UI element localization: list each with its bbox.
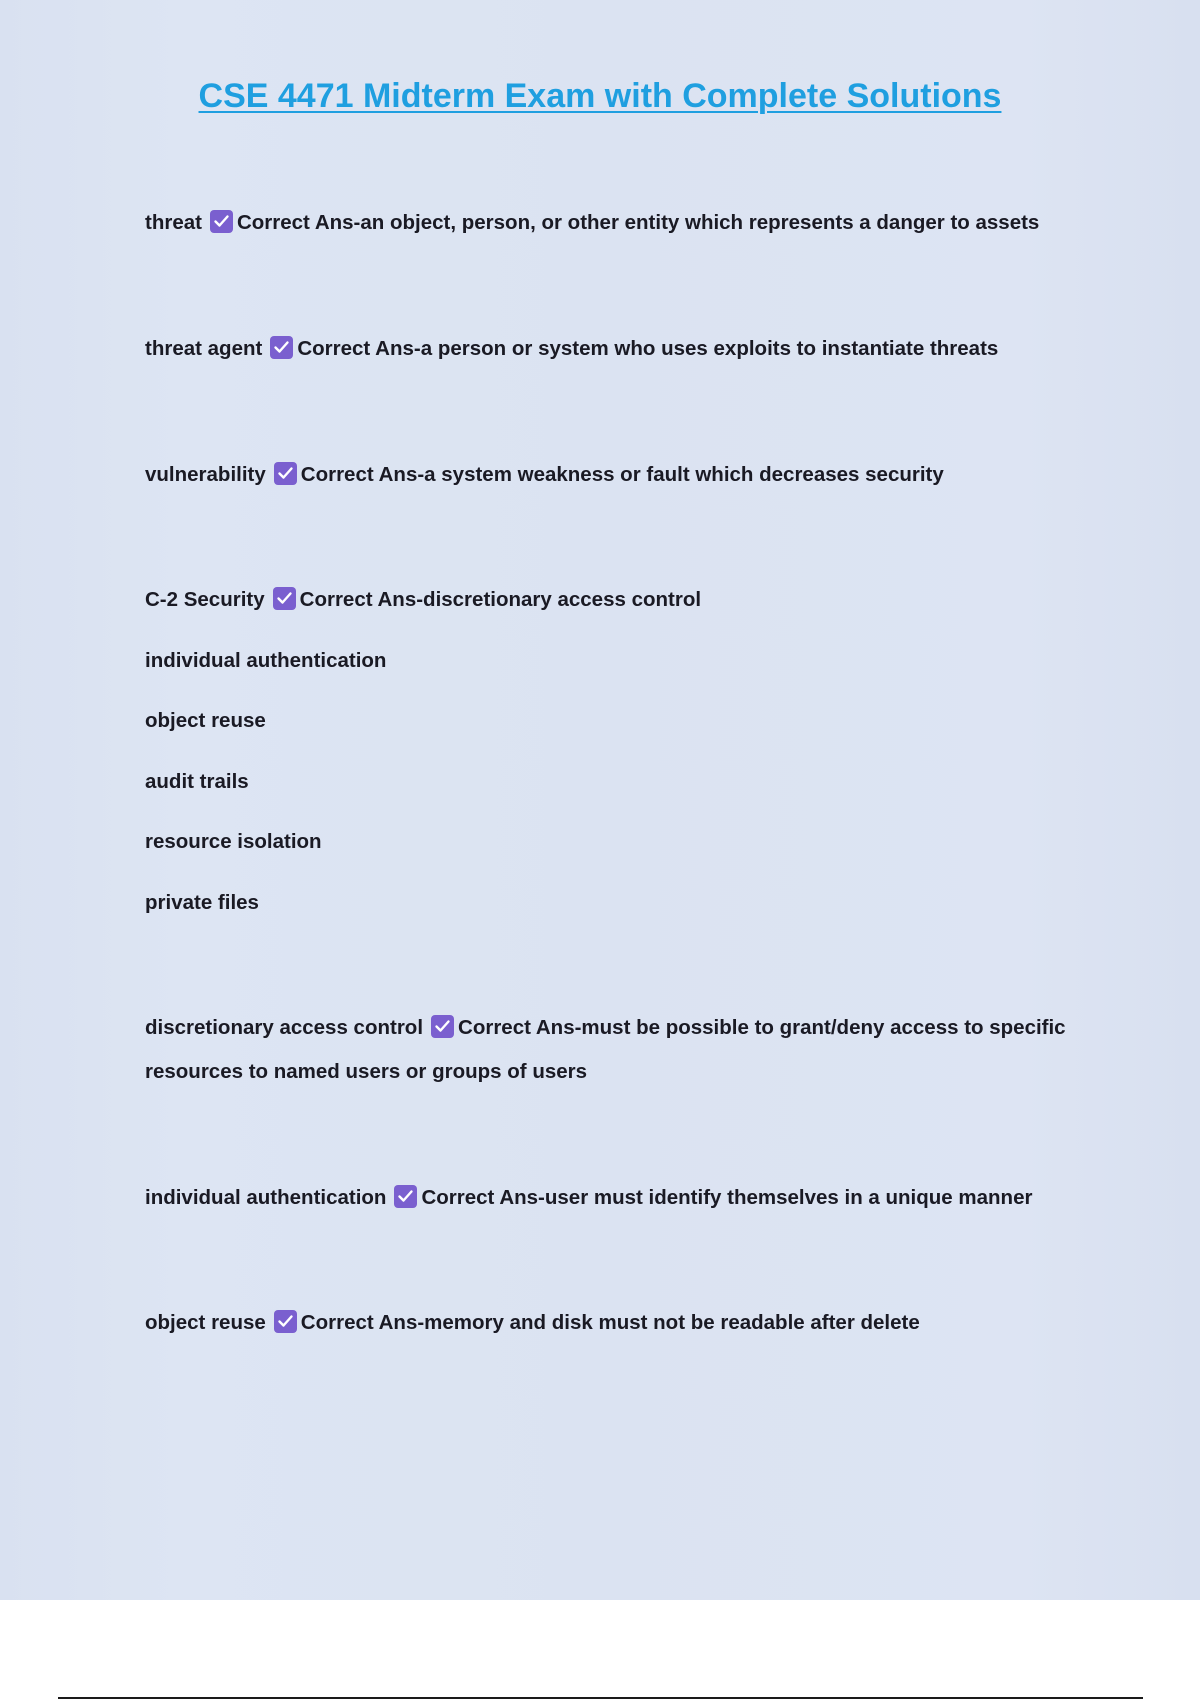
answer: Correct Ans-an object, person, or other entity which represents a danger to assets xyxy=(236,211,1040,234)
answer: Correct Ans-user must identify themselves in a unique manner xyxy=(421,1186,1033,1209)
answer: Correct Ans-memory and disk must not be readable after delete xyxy=(300,1311,920,1334)
term: threat agent xyxy=(145,337,263,360)
checkmark-box-icon xyxy=(431,1015,454,1038)
checkmark-box-icon xyxy=(210,210,233,233)
checkmark-box-icon xyxy=(274,462,297,485)
qa-entry-individual-authentication xyxy=(145,1176,1085,1220)
answer-list-item: resource isolation xyxy=(145,830,322,853)
qa-entry-object-reuse xyxy=(145,1301,1085,1345)
term: discretionary access control xyxy=(145,1016,424,1039)
document-title: CSE 4471 Midterm Exam with Complete Solutions xyxy=(198,77,1002,115)
checkmark-box-icon xyxy=(270,336,293,359)
answer-list-item: private files xyxy=(145,891,259,914)
checkmark-box-icon xyxy=(394,1185,417,1208)
qa-entry-threat-agent xyxy=(145,327,1085,371)
checkmark-box-icon xyxy=(274,1310,297,1333)
answer: Correct Ans-must be possible to grant/deny access to specific resources to named users or groups of users xyxy=(145,1016,1066,1083)
term: individual authentication xyxy=(145,1186,387,1209)
answer-list-item: individual authentication xyxy=(145,649,387,672)
footer-divider xyxy=(58,1697,1143,1699)
checkmark-box-icon xyxy=(273,587,296,610)
answer: Correct Ans-a system weakness or fault which decreases security xyxy=(300,463,944,486)
answer-list-item: object reuse xyxy=(145,709,266,732)
qa-entry-threat xyxy=(145,201,1085,245)
qa-entry-discretionary-access-control xyxy=(145,1006,1085,1094)
qa-entry-vulnerability xyxy=(145,453,1085,497)
qa-entry-c2-security xyxy=(145,578,1085,622)
term: C-2 Security xyxy=(145,588,265,611)
answer: Correct Ans-discretionary access control xyxy=(299,588,702,611)
answer-list-item: audit trails xyxy=(145,770,249,793)
term: threat xyxy=(145,211,202,234)
term: object reuse xyxy=(145,1311,266,1334)
term: vulnerability xyxy=(145,463,266,486)
answer: Correct Ans-a person or system who uses exploits to instantiate threats xyxy=(297,337,999,360)
